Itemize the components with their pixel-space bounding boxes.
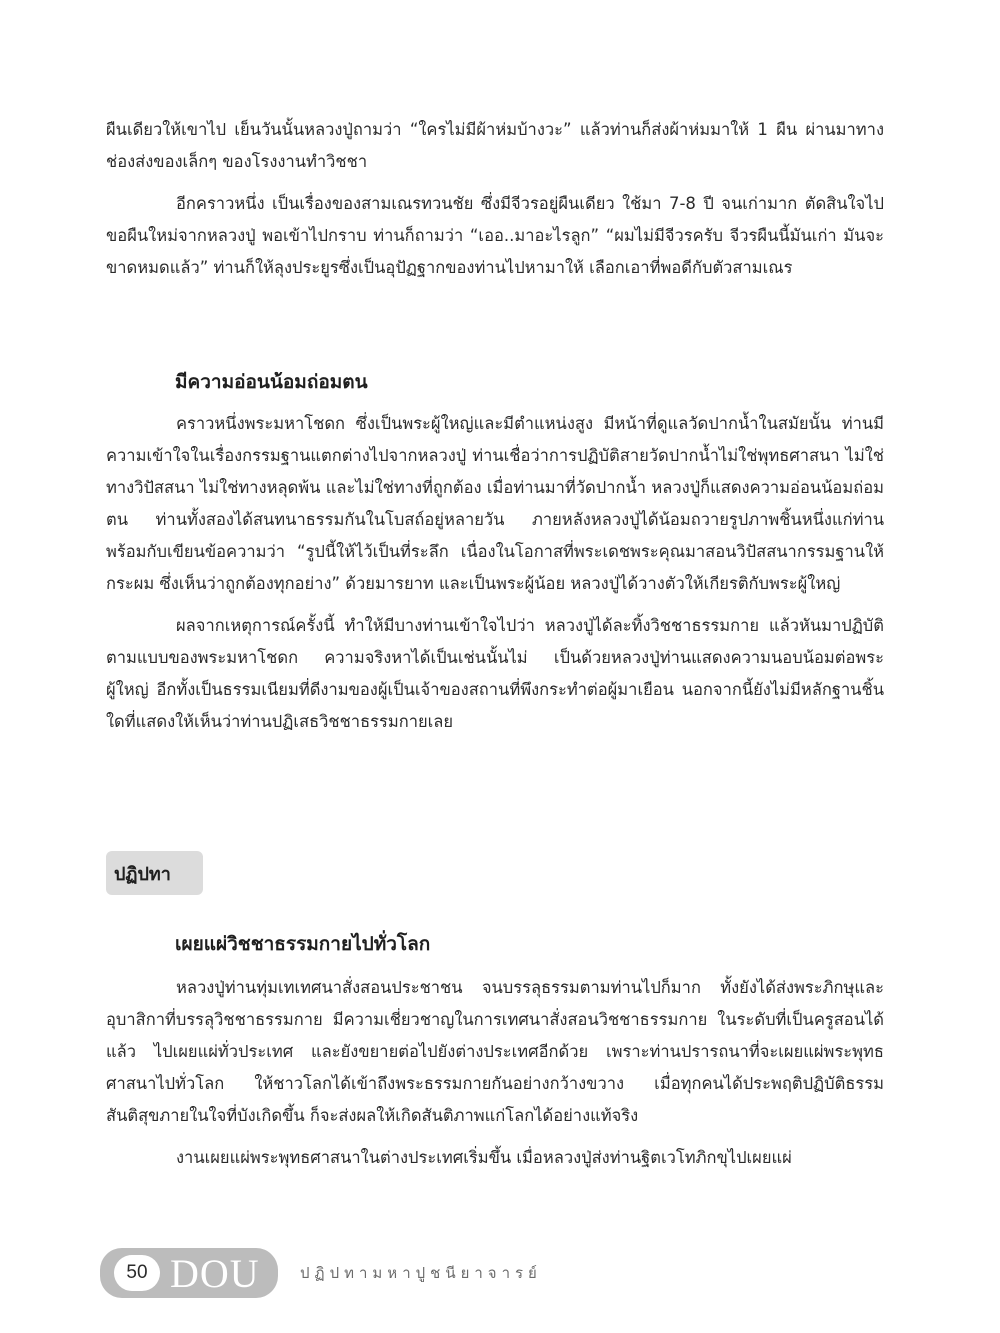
footer-badge <box>100 1248 278 1298</box>
section-tab-patipada: ปฏิปทา <box>106 851 203 895</box>
paragraph-consequence: ผลจากเหตุการณ์ครั้งนี้ ทำให้มีบางท่านเข้าใจไปว่า หลวงปู่ได้ละทิ้งวิชชาธรรมกาย แล้วหันมาปฏิบัติตามแบบของพระมหาโชดก ความจริงหาได้เป็นเช่นนั้นไม่ เป็นด้วยหลวงปู่ท่านแสดงความนอบน้อมต่อพระผู้ใหญ่ อีกทั้งเป็นธรรมเนียมที่ดีงามของผู้เป็นเจ้าของสถานที่พึงกระทำต่อผู้มาเยือน นอกจากนี้ยังไม่มีหลักฐานชิ้นใดที่แสดงให้เห็นว่าท่านปฏิเสธวิชชาธรรมกายเลย <box>106 616 884 731</box>
paragraph-teaching: หลวงปู่ท่านทุ่มเทเทศนาสั่งสอนประชาชน จนบรรลุธรรมตามท่านไปก็มาก ทั้งยังได้ส่งพระภิกษุและอุบาสิกาที่บรรลุวิชชาธรรมกาย มีความเชี่ยวชาญในการเทศนาสั่งสอนวิชชาธรรมกาย ในระดับที่เป็นครูสอนได้แล้ว ไปเผยแผ่ทั่วประเทศ และยังขยายต่อไปยังต่างประเทศอีกด้วย เพราะท่านปรารถนาที่จะเผยแผ่พระพุทธศาสนาไปทั่วโลก ให้ชาวโลกได้เข้าถึงพระธรรมกายกันอย่างกว้างขวาง เมื่อทุกคนได้ประพฤติปฏิบัติธรรม สันติสุขภายในใจที่บังเกิดขึ้น ก็จะส่งผลให้เกิดสันติภาพแก่โลกได้อย่างแท้จริง <box>106 978 884 1125</box>
running-title: ปฏิปทามหาปูชนียาจารย์ <box>300 1264 542 1282</box>
paragraph-overseas: งานเผยแผ่พระพุทธศาสนาในต่างประเทศเริ่มขึ้น เมื่อหลวงปู่ส่งท่านฐิตเวโทภิกขุไปเผยแผ่ <box>176 1148 792 1167</box>
paragraph-maha-chodok: คราวหนึ่งพระมหาโชดก ซึ่งเป็นพระผู้ใหญ่และมีตำแหน่งสูง มีหน้าที่ดูแลวัดปากน้ำในสมัยนั้น ท่านมีความเข้าใจในเรื่องกรรมฐานแตกต่างไปจากหลวงปู่ ท่านเชื่อว่าการปฏิบัติสายวัดปากน้ำไม่ใช่พุทธศาสนา ไม่ใช่ทางวิปัสสนา ไม่ใช่ทางหลุดพ้น และไม่ใช่ทางที่ถูกต้อง เมื่อท่านมาที่วัดปากน้ำ หลวงปู่ก็แสดงความอ่อนน้อมถ่อมตน ท่านทั้งสองได้สนทนาธรรมกันในโบสถ์อยู่หลายวัน ภายหลังหลวงปู่ได้น้อมถวายรูปภาพชิ้นหนึ่งแก่ท่าน พร้อมกับเขียนข้อความว่า “รูปนี้ให้ไว้เป็นที่ระลึก เนื่องในโอกาสที่พระเดชพระคุณมาสอนวิปัสสนากรรมฐานให้กระผม ซึ่งเห็นว่าถูกต้องทุกอย่าง” ด้วยมารยาท และเป็นพระผู้น้อย หลวงปู่ได้วางตัวให้เกียรติกับพระผู้ใหญ่ <box>106 414 884 593</box>
paragraph-novice-robe: อีกคราวหนึ่ง เป็นเรื่องของสามเณรทวนชัย ซึ่งมีจีวรอยู่ผืนเดียว ใช้มา 7-8 ปี จนเก่ามาก ตัดสินใจไปขอผืนใหม่จากหลวงปู่ พอเข้าไปกราบ ท่านก็ถามว่า “เออ..มาอะไรลูก” “ผมไม่มีจีวรครับ จีวรผืนนี้มันเก่า มันจะขาดหมดแล้ว” ท่านก็ให้ลุงประยูรซึ่งเป็นอุปัฏฐากของท่านไปหามาให้ เลือกเอาที่พอดีกับตัวสามเณร <box>106 194 884 277</box>
intro-text-block <box>106 114 884 284</box>
page-number: 50 <box>114 1255 160 1291</box>
humility-text-block <box>106 408 884 738</box>
dou-logo: DOU <box>170 1251 260 1296</box>
page-footer <box>100 1248 542 1298</box>
heading-spread-worldwide: เผยแผ่วิชชาธรรมกายไปทั่วโลก <box>175 933 431 955</box>
heading-humility: มีความอ่อนน้อมถ่อมตน <box>175 371 368 393</box>
paragraph-blanket: ผืนเดียวให้เขาไป เย็นวันนั้นหลวงปู่ถามว่า “ใครไม่มีผ้าห่มบ้างวะ” แล้วท่านก็ส่งผ้าห่มมาให้ 1 ผืน ผ่านมาทางช่องส่งของเล็กๆ ของโรงงานทำวิชชา <box>106 120 884 171</box>
spread-text-block <box>106 972 884 1174</box>
